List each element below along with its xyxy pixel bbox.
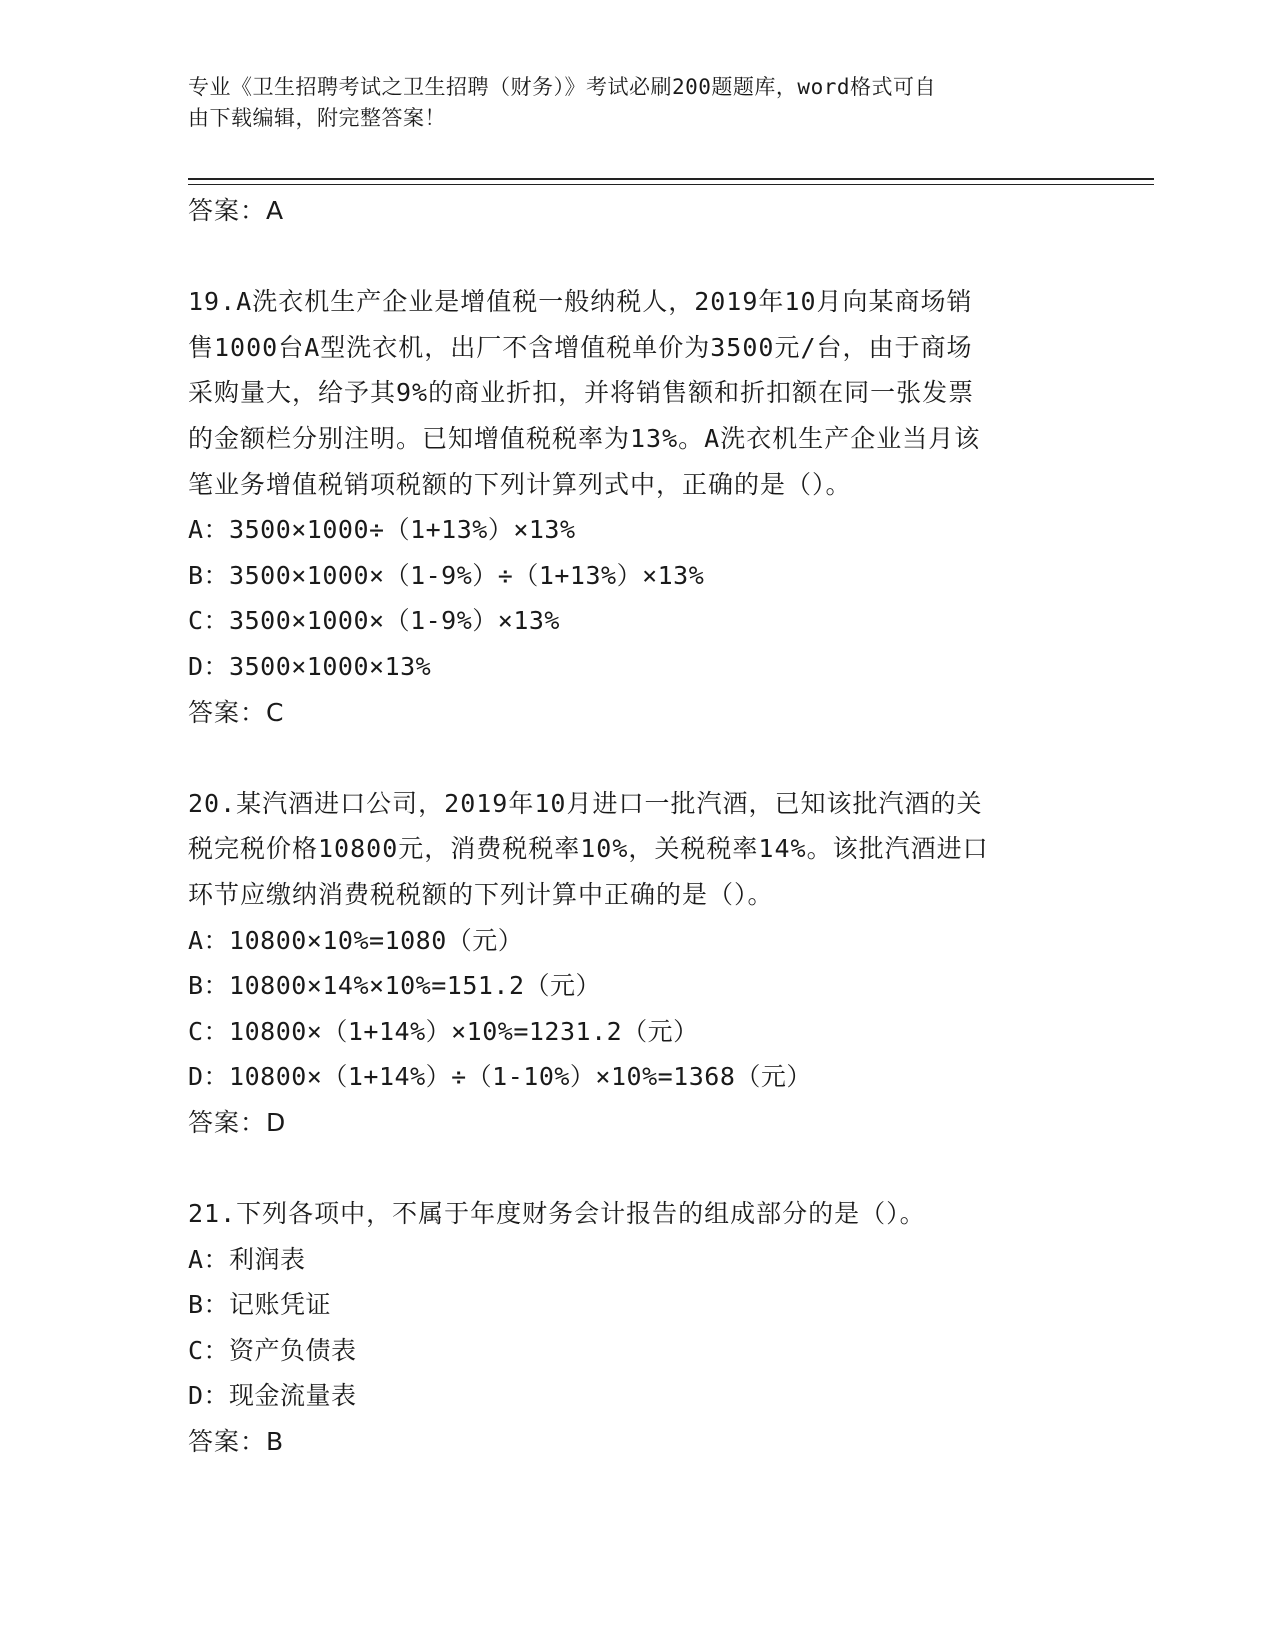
- question-text-line: 笔业务增值税销项税额的下列计算列式中，正确的是（）。: [188, 469, 852, 499]
- question-text-line: 20.某汽酒进口公司，2019年10月进口一批汽酒，已知该批汽酒的关: [188, 788, 983, 818]
- question-text-line: 采购量大，给予其9%的商业折扣，并将销售额和折扣额在同一张发票: [188, 378, 975, 408]
- option-b: B：3500×1000×（1-9%）÷（1+13%）×13%: [188, 560, 705, 590]
- answer-line: 答案：D: [188, 1107, 287, 1137]
- option-d: D：3500×1000×13%: [188, 651, 432, 681]
- spacer: [188, 1145, 1088, 1191]
- answer-line: 答案：C: [188, 697, 285, 727]
- option-c: C：10800×（1+14%）×10%=1231.2（元）: [188, 1016, 699, 1046]
- spacer: [188, 735, 1088, 781]
- question-text-line: 21.下列各项中，不属于年度财务会计报告的组成部分的是（）。: [188, 1199, 926, 1229]
- option-b: B：10800×14%×10%=151.2（元）: [188, 971, 602, 1001]
- header-line-1: 专业《卫生招聘考试之卫生招聘（财务）》考试必刷200题题库，word格式可自: [188, 75, 936, 99]
- header-divider-thin: [188, 184, 1154, 185]
- answer-line: 答案：A: [188, 196, 285, 225]
- option-a: A：利润表: [188, 1244, 306, 1274]
- option-c: C：3500×1000×（1-9%）×13%: [188, 606, 560, 636]
- question-list: [188, 188, 1088, 1465]
- option-d: D：现金流量表: [188, 1381, 357, 1411]
- question-block-20: [188, 781, 1088, 1146]
- question-text-line: 的金额栏分别注明。已知增值税税率为13%。A洗衣机生产企业当月该: [188, 423, 981, 453]
- answer-line: 答案：B: [188, 1427, 285, 1457]
- option-d: D：10800×（1+14%）÷（1-10%）×10%=1368（元）: [188, 1062, 812, 1092]
- document-header: [188, 72, 1088, 134]
- header-line-2: 由下载编辑，附完整答案！: [188, 106, 446, 130]
- question-text-line: 环节应缴纳消费税税额的下列计算中正确的是（）。: [188, 879, 774, 909]
- question-text-line: 售1000台A型洗衣机，出厂不含增值税单价为3500元/台，由于商场: [188, 332, 973, 362]
- question-block-19: [188, 279, 1088, 735]
- option-b: B：记账凭证: [188, 1290, 332, 1320]
- question-text-line: 税完税价格10800元，消费税税率10%，关税税率14%。该批汽酒进口: [188, 834, 989, 864]
- option-c: C：资产负债表: [188, 1335, 357, 1365]
- spacer: [188, 234, 1088, 280]
- option-a: A：3500×1000÷（1+13%）×13%: [188, 515, 576, 545]
- header-divider-thick: [188, 178, 1154, 180]
- question-text-line: 19.A洗衣机生产企业是增值税一般纳税人，2019年10月向某商场销: [188, 287, 973, 317]
- question-block-21: [188, 1191, 1088, 1465]
- option-a: A：10800×10%=1080（元）: [188, 925, 524, 955]
